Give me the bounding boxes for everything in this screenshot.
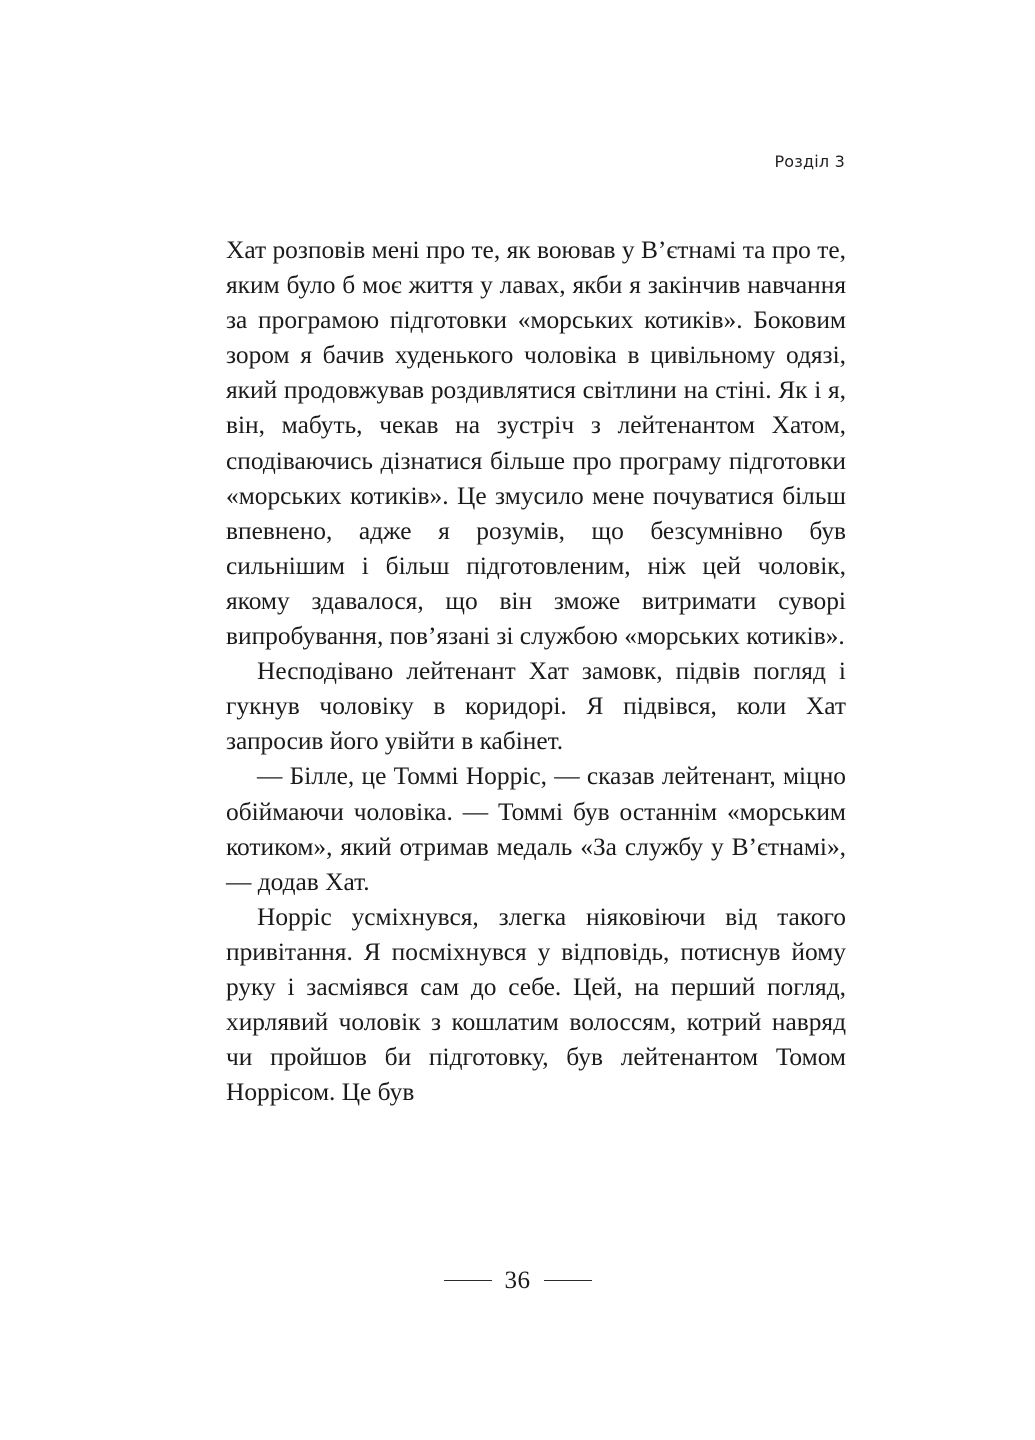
folio	[0, 1268, 1035, 1293]
folio-rule-right	[544, 1280, 592, 1282]
page-number: 36	[504, 1267, 531, 1294]
folio-rule-left	[444, 1280, 492, 1282]
paragraph: Норріс усміхнувся, злегка ніяковіючи від такого привітання. Я посміхнувся у відповідь, потиснув йому руку і засміявся сам до себе. Цей, на перший погляд, хирлявий чоловік з кошлатим волоссям, котрий навряд чи пройшов би підготовку, був лейтенантом Томом Норрісом. Це був	[226, 902, 846, 1107]
paragraph: Несподівано лейтенант Хат замовк, підвів погляд і гукнув чоловіку в коридорі. Я підвівся, коли Хат запросив його увійти в кабінет.	[226, 657, 846, 756]
body-text	[226, 233, 846, 1110]
running-head: Розділ 3	[774, 152, 845, 171]
paragraph: Хат розповів мені про те, як воював у В’єтнамі та про те, яким було б моє життя у лавах, якби я закінчив навчання за програмою підготовки «морських котиків». Боковим зором я бачив худенького чоловіка в цивільному одязі, який продовжував роздивлятися світлини на стіні. Як і я, він, мабуть, чекав на зустріч з лейтенантом Хатом, сподіваючись дізнатися більше про програму підготовки «морських котиків». Це змусило мене почуватися більш впевнено, адже я розумів, що безсумнівно був сильнішим і більш підготовленим, ніж цей чоловік, якому здавалося, що він зможе витримати суворі випробування, пов’язані зі службою «морських котиків».	[226, 236, 846, 651]
paragraph: — Білле, це Томмі Норріс, — сказав лейтенант, міцно обіймаючи чоловіка. — Томмі був останнім «морським котиком», який отримав медаль «За службу у В’єтнамі», — додав Хат.	[226, 762, 846, 896]
